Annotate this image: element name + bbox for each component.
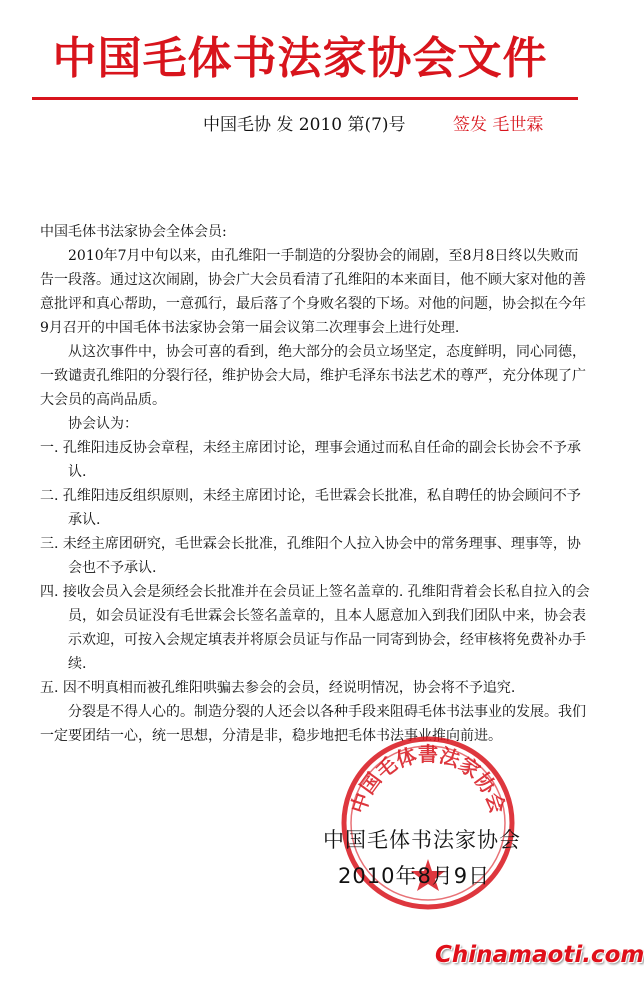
paragraph-1: 2010年7月中旬以来，由孔维阳一手制造的分裂协会的闹剧，至8月8日终以失败而告一段落。通过这次闹剧，协会广大会员看清了孔维阳的本来面目，他不顾大家对他的善意批评和真心帮助，一意孤行，最后落了个身败名裂的下场。对他的问题，协会拟在今年9月召开的中国毛体书法家协会第一届会议第二次理事会上进行处理. xyxy=(40,248,586,336)
paragraph-2: 从这次事件中，协会可喜的看到，绝大部分的会员立场坚定，态度鲜明，同心同德，一致谴责孔维阳的分裂行径，维护协会大局，维护毛泽东书法艺术的尊严，充分体现了广大会员的高尚品质。 xyxy=(40,344,586,408)
list-item: 四. 接收会员入会是须经会长批准并在会员证上签名盖章的. 孔维阳背着会长私自拉入的会员，如会员证没有毛世霖会长签名盖章的，且本人愿意加入到我们团队中来，协会表示欢迎，可按入会规定填表并将原会员证与作品一同寄到协会，经审核将免费补办手续. xyxy=(40,584,590,672)
issue-date: 2010年8月9日 xyxy=(338,864,491,888)
list-item: 二. 孔维阳违反组织原则，未经主席团讨论，毛世霖会长批准，私自聘任的协会顾问不予承认. xyxy=(40,488,581,528)
svg-text:中国毛体書法家协会: 中国毛体書法家协会 xyxy=(346,742,510,817)
site-watermark: Chinamaoti.com xyxy=(435,942,644,968)
list-item: 一. 孔维阳违反协会章程，未经主席团讨论，理事会通过而私自任命的副会长协会不予承认. xyxy=(40,440,581,480)
header-divider xyxy=(32,97,578,100)
document-body xyxy=(40,220,590,748)
issuing-organization: 中国毛体书法家协会 xyxy=(323,828,521,852)
document-header-title: 中国毛体书法家协会文件 xyxy=(52,33,548,84)
document-number: 中国毛协 发 2010 第(7)号 xyxy=(203,115,406,135)
paragraph-3: 协会认为： xyxy=(68,416,138,432)
issuer-signature: 签发 毛世霖 xyxy=(453,115,544,135)
list-item: 五. 因不明真相而被孔维阳哄骗去参会的会员，经说明情况，协会将不予追究. xyxy=(40,680,516,696)
closing-paragraph: 分裂是不得人心的。制造分裂的人还会以各种手段来阻碍毛体书法事业的发展。我们一定要团结一心，统一思想，分清是非，稳步地把毛体书法事业推向前进。 xyxy=(40,704,586,744)
list-item: 三. 未经主席团研究，毛世霖会长批准，孔维阳个人拉入协会中的常务理事、理事等，协会也不予承认. xyxy=(40,536,581,576)
salutation: 中国毛体书法家协会全体会员: xyxy=(40,224,227,240)
